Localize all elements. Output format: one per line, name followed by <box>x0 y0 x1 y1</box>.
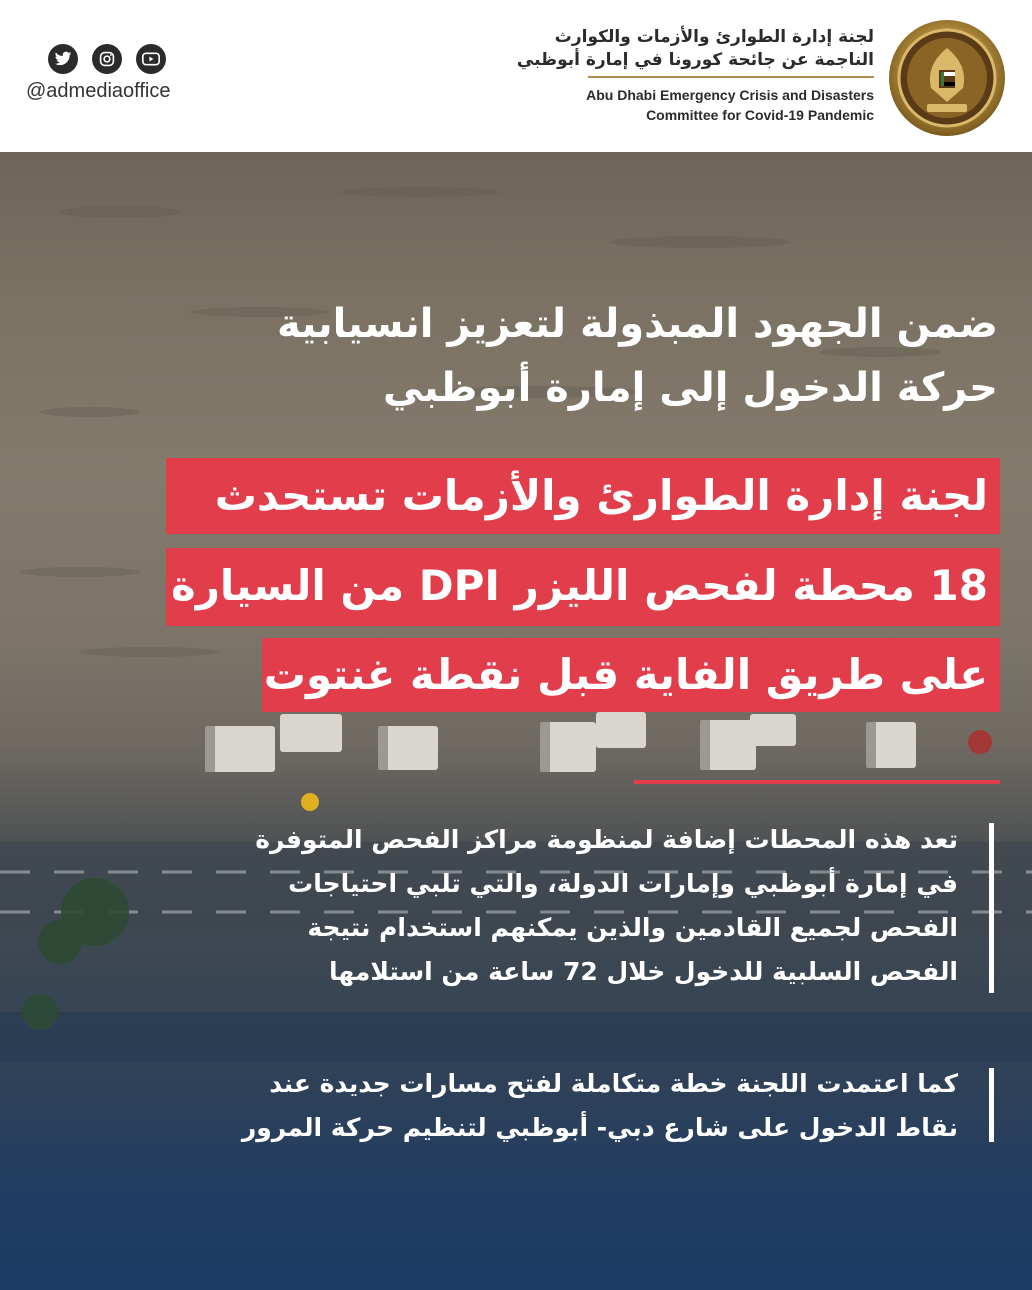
committee-en-line2: Committee for Covid-19 Pandemic <box>646 107 874 123</box>
committee-ar-line1: لجنة إدارة الطوارئ والأزمات والكوارث <box>554 27 874 47</box>
paragraph2-line2: نقاط الدخول على شارع دبي- أبوظبي لتنظيم حركة المرور <box>241 1113 958 1142</box>
committee-name-english <box>454 85 874 125</box>
red-divider <box>634 780 1000 784</box>
paragraph2-line1: كما اعتمدت اللجنة خطة متكاملة لفتح مسارات جديدة عند <box>269 1069 958 1098</box>
committee-ar-line2: الناجمة عن جائحة كورونا في إمارة أبوظبي <box>516 50 874 70</box>
paragraph1-line3: الفحص لجميع القادمين والذين يمكنهم استخدام نتيجة <box>307 913 958 942</box>
social-links <box>48 44 166 74</box>
subheading-line1: ضمن الجهود المبذولة لتعزيز انسيابية <box>277 301 998 347</box>
headline-line1: لجنة إدارة الطوارئ والأزمات تستحدث <box>214 471 988 520</box>
subheading-line2: حركة الدخول إلى إمارة أبوظبي <box>383 365 998 411</box>
header <box>0 0 1032 152</box>
committee-en-line1: Abu Dhabi Emergency Crisis and Disasters <box>586 87 874 103</box>
paragraph-accent-line <box>989 823 994 993</box>
paragraph-2 <box>198 1062 958 1150</box>
council-emblem-icon <box>887 18 1007 142</box>
headline-line2: 18 محطة لفحص الليزر DPI من السيارة <box>170 561 988 610</box>
paragraph1-line1: تعد هذه المحطات إضافة لمنظومة مراكز الفحص المتوفرة <box>255 825 958 854</box>
paragraph-1 <box>198 818 958 994</box>
paragraph1-line2: في إمارة أبوظبي وإمارات الدولة، والتي تلبي احتياجات <box>288 869 958 898</box>
social-handle[interactable]: @admediaoffice <box>26 80 171 102</box>
committee-name-arabic <box>454 26 874 72</box>
twitter-icon[interactable] <box>48 44 78 74</box>
paragraph1-line4: الفحص السلبية للدخول خلال 72 ساعة من استلامها <box>329 957 958 986</box>
headline-line3: على طريق الفاية قبل نقطة غنتوت <box>263 650 988 699</box>
instagram-icon[interactable] <box>92 44 122 74</box>
cabins <box>205 712 916 772</box>
gold-divider <box>588 76 874 78</box>
youtube-icon[interactable] <box>136 44 166 74</box>
paragraph-accent-line <box>989 1068 994 1142</box>
